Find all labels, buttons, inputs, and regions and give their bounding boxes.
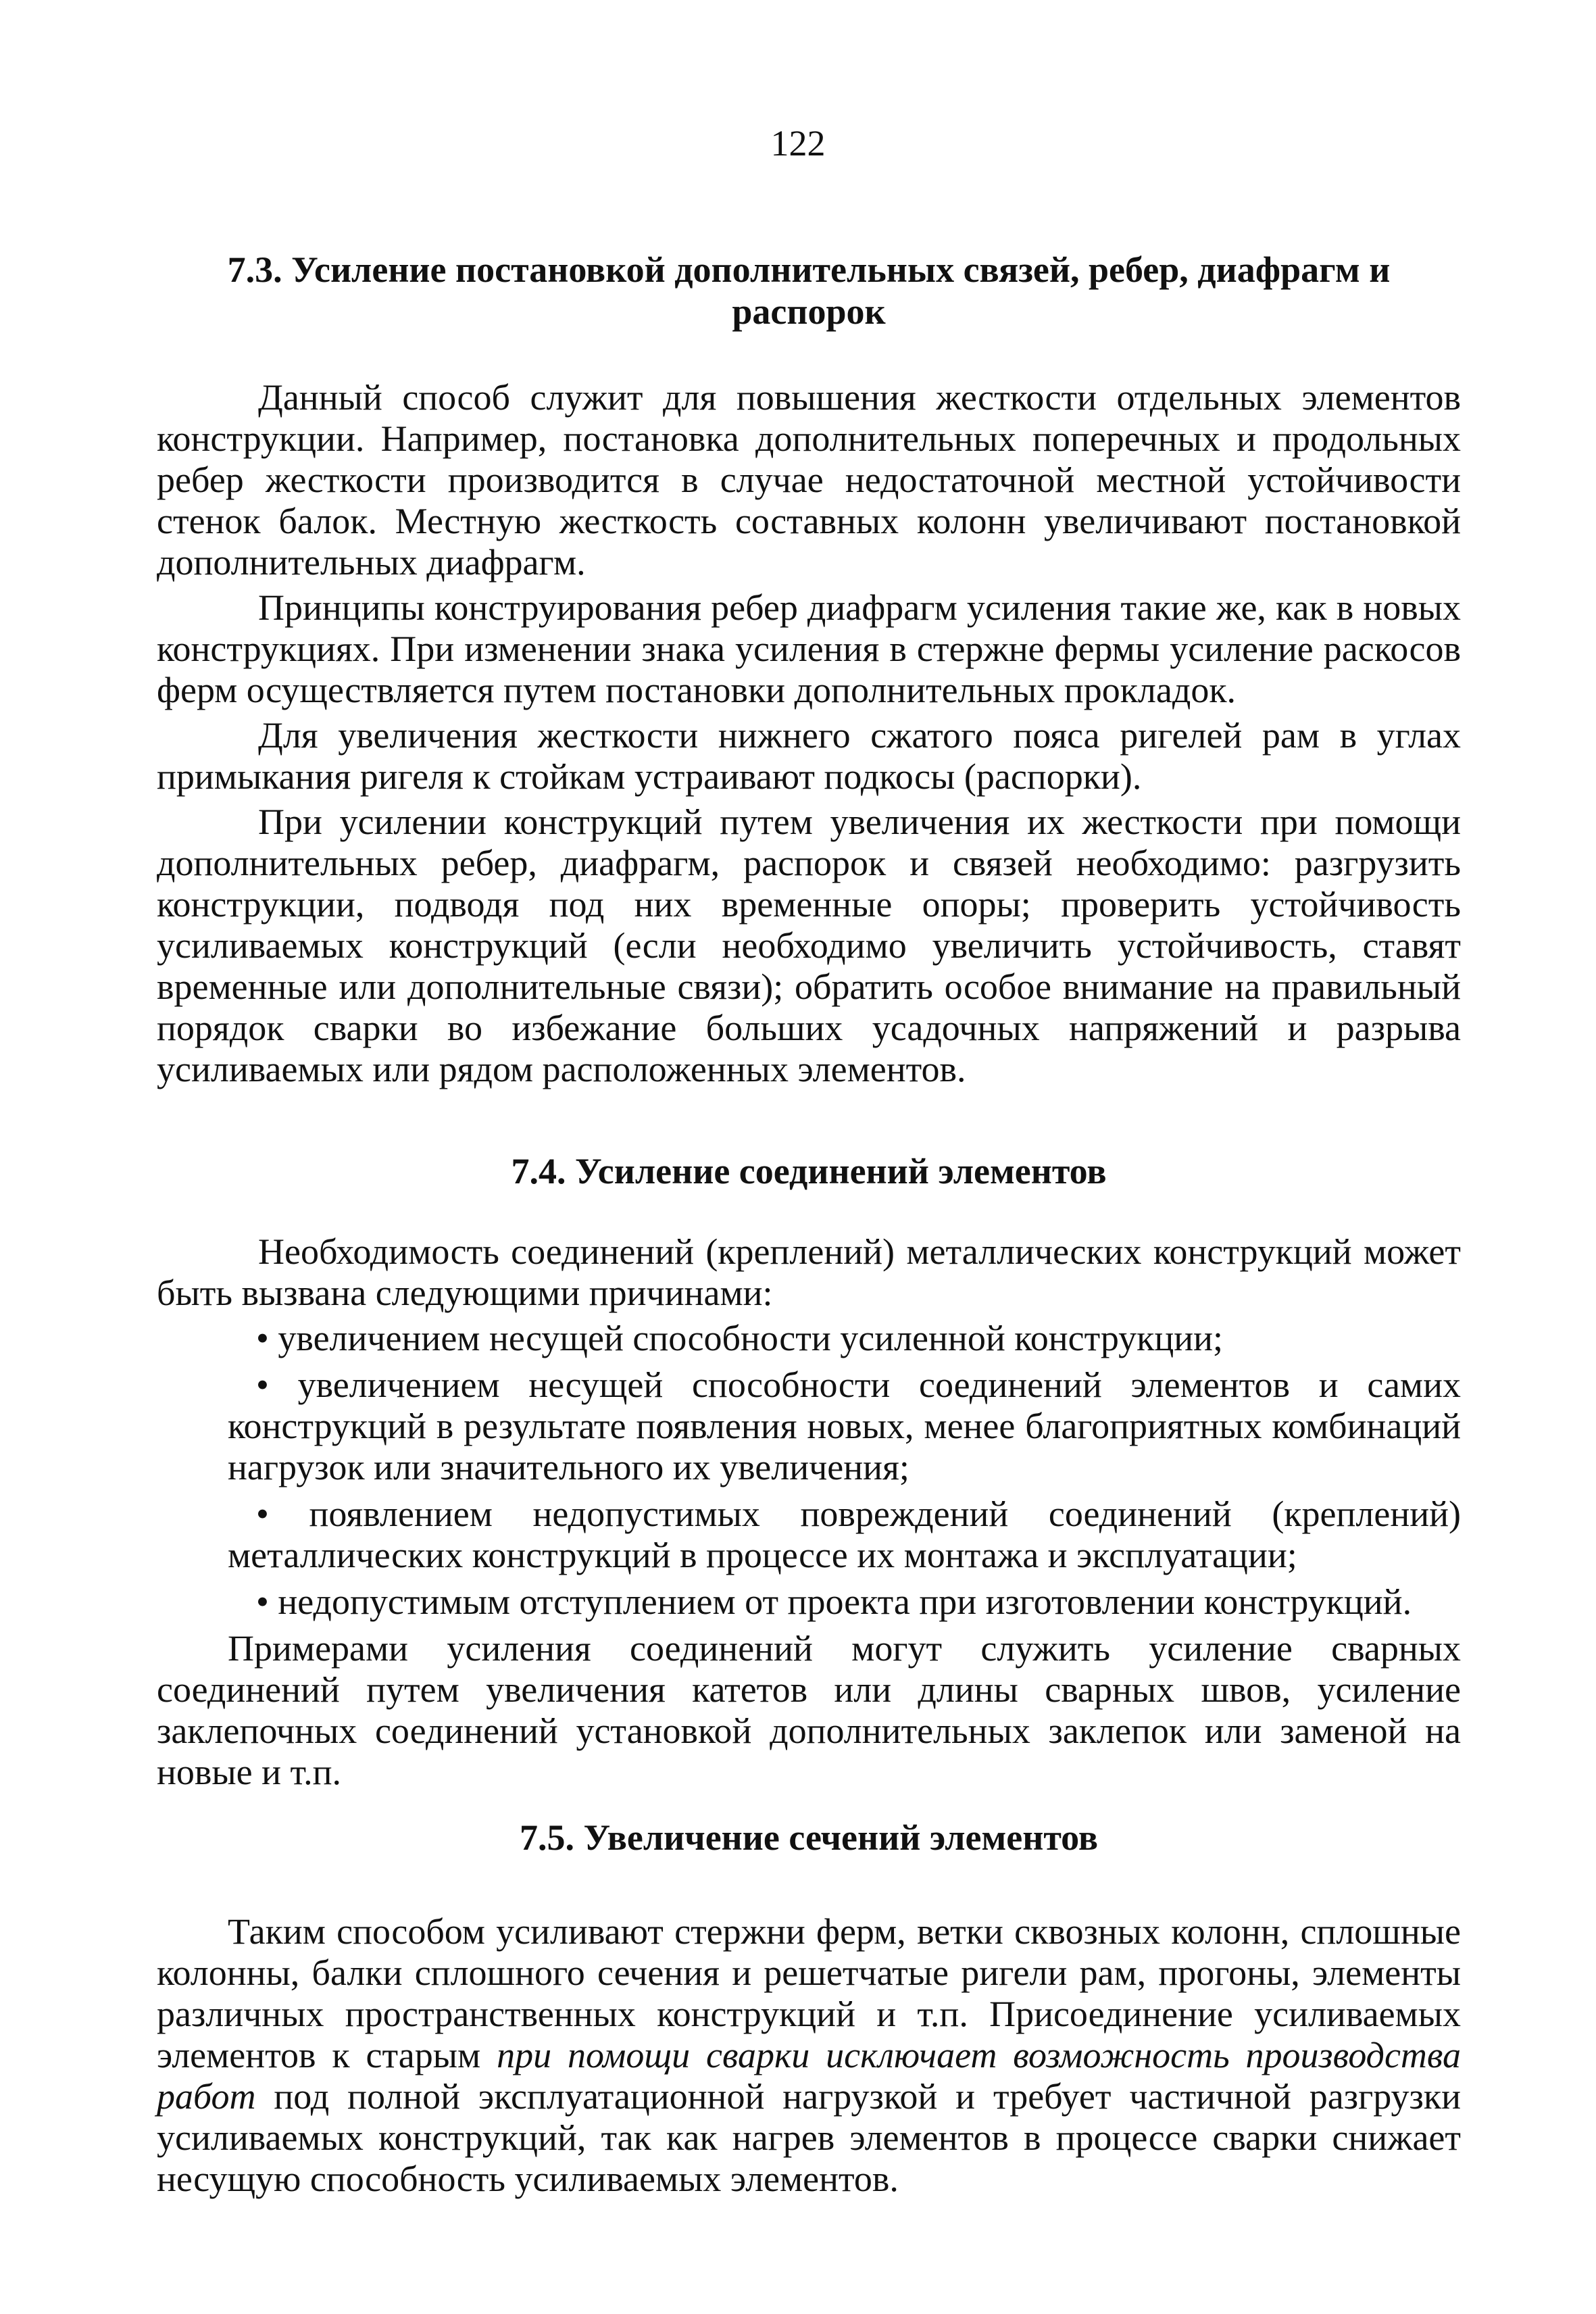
bullet-glyph: • [256, 1364, 269, 1405]
section-title-7-5: 7.5. Увеличение сечений элементов [520, 1817, 1098, 1858]
section-title-7-3: 7.3. Усиление постановкой дополнительных связей, ребер, диафрагм и распорок [227, 249, 1391, 332]
bullet-text: увеличением несущей способности усиленной конструкции; [278, 1318, 1224, 1358]
paragraph-7-5 [157, 1911, 1461, 2200]
section-7-4 [157, 1150, 1461, 1793]
bullet-item [157, 1318, 1461, 1359]
paragraph-7-3-3: Для увеличения жесткости нижнего сжатого пояса ригелей рам в углах примыкания ригеля к стойкам устраивают подкосы (распорки). [157, 715, 1461, 797]
paragraph-7-5-start: Таким способом усиливают стержни ферм, ветки сквозных колонн, сплошные колонны, балки сплошного сечения и решетчатые ригели рам, прогоны, элементы различных пространственных конструкций и т.п. Присоединение усиливаемых элементов к старым [157, 1911, 1461, 2075]
paragraph-7-5-italic: при помощи сварки исключает возможность производства работ [157, 2035, 1461, 2117]
bullet-item [157, 1364, 1461, 1488]
bullet-glyph: • [256, 1494, 269, 1534]
section-7-3 [157, 249, 1461, 1090]
bullet-list [157, 1318, 1461, 1623]
bullet-item [157, 1581, 1461, 1623]
section-title-7-4: 7.4. Усиление соединений элементов [511, 1151, 1107, 1191]
bullet-item [157, 1494, 1461, 1576]
page-number: 122 [770, 123, 826, 164]
paragraph-7-4-closing: Примерами усиления соединений могут служить усиление сварных соединений путем увеличения катетов или длины сварных швов, усиление заклепочных соединений установкой дополнительных заклепок или заменой на новые и т.п. [157, 1628, 1461, 1792]
bullet-text: недопустимым отступлением от проекта при изготовлении конструкций. [278, 1581, 1412, 1622]
bullet-text: появлением недопустимых повреждений соединений (креплений) металлических конструкций в процессе их монтажа и эксплуатации; [228, 1494, 1461, 1575]
bullet-glyph: • [256, 1581, 269, 1622]
paragraph-7-3-1: Данный способ служит для повышения жесткости отдельных элементов конструкции. Например, постановка дополнительных поперечных и продольных ребер жесткости производится в случае недостаточной местной устойчивости стенок балок. Местную жесткость составных колонн увеличивают постановкой дополнительных диафрагм. [157, 377, 1461, 583]
bullet-glyph: • [256, 1318, 269, 1358]
paragraph-7-5-end: под полной эксплуатационной нагрузкой и требует частичной разгрузки усиливаемых конструкций, так как нагрев элементов в процессе сварки снижает несущую способность усиливаемых элементов. [157, 2076, 1461, 2199]
paragraph-7-4-intro: Необходимость соединений (креплений) металлических конструкций может быть вызвана следующими причинами: [157, 1231, 1461, 1313]
section-7-5 [157, 1817, 1461, 2200]
paragraph-7-3-4: При усилении конструкций путем увеличения их жесткости при помощи дополнительных ребер, диафрагм, распорок и связей необходимо: разгрузить конструкции, подводя под них временные опоры; проверить устойчивость усиливаемых конструкций (если необходимо увеличить устойчивость, ставят временные или дополнительные связи); обратить особое внимание на правильный порядок сварки во избежание больших усадочных напряжений и разрыва усиливаемых или рядом расположенных элементов. [157, 802, 1461, 1089]
paragraph-7-3-2: Принципы конструирования ребер диафрагм усиления такие же, как в новых конструкциях. При изменении знака усиления в стержне фермы усиление раскосов ферм осуществляется путем постановки дополнительных прокладок. [157, 587, 1461, 710]
bullet-text: увеличением несущей способности соединений элементов и самих конструкций в результате появления новых, менее благоприятных комбинаций нагрузок или значительного их увеличения; [228, 1364, 1461, 1487]
